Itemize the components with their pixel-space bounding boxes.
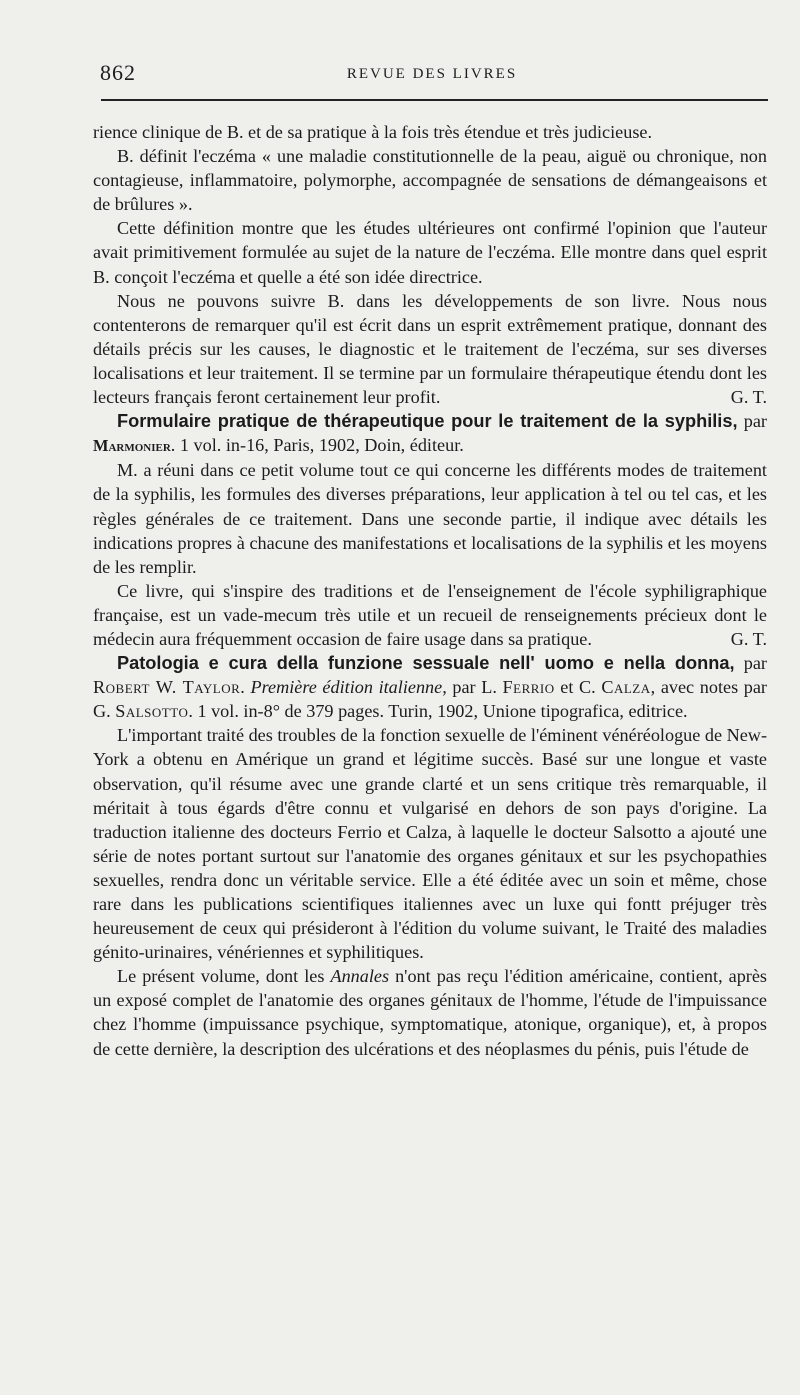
translator: Ferrio — [502, 677, 555, 698]
book-author: Robert W. Taylor — [93, 677, 241, 698]
signature: G. T. — [730, 628, 767, 649]
running-title: REVUE DES LIVRES — [346, 66, 518, 82]
signature: G. T. — [730, 387, 767, 408]
paragraph: Le présent volume, dont les Annales n'ont pas reçu l'édition américaine, contient, après un exposé complet de l'anatomie des organes génitaux de l'homme, l'étude de l'impuissance chez l'homme (impuissance psychique, symptomatique, atonique, organique), et, à propos de cette dernière, la description des ulcérations et des néoplasmes du pénis, puis l'étude de — [93, 966, 768, 1059]
paragraph: rience clinique de B. et de sa pratique à la fois très étendue et très judicieuse. — [93, 122, 653, 142]
paragraph-text: Nous ne pouvons suivre B. dans les développements de son livre. Nous nous contenterons de remarquer qu'il est écrit dans un esprit extrêmement pratique, donnant des détails précis sur les causes, le diagnostic et le traitement de l'eczéma, sur ses diverses localisations et leur traitement. Il se termine par un formulaire thérapeutique étendu dont les lecteurs français feront certainement leur profit. — [93, 290, 767, 408]
translator: Calza — [601, 677, 651, 698]
book-details: . 1 vol. in-16, Paris, 1902, Doin, éditeur. — [170, 435, 464, 456]
paragraph: M. a réuni dans ce petit volume tout ce qui concerne les différents modes de traitement de la syphilis, les formules des diverses préparations, leur application à tel ou tel cas, et les règles générales de ce traitement. Dans une seconde partie, il indique avec détails les indications propres à chacune des manifestations et localisations de la syphilis et les moyens de les remplir. — [93, 460, 767, 577]
review-heading: Patologia e cura della funzione sessuale nell' uomo e nella donna, par Robert W. Taylor. Première édition italienne, par L. Ferrio et C. Calza, avec notes par G. Salsotto. 1 vol. in-8° de 379 pages. Turin, 1902, Unione tipografica, editrice. — [93, 653, 767, 722]
page-body — [93, 120, 767, 1061]
page-number: 862 — [100, 60, 136, 85]
book-details: . 1 vol. in-8° de 379 pages. Turin, 1902, Unione tipografica, editrice. — [188, 701, 688, 722]
page-header — [97, 60, 767, 88]
book-edition: Première édition italienne, — [250, 677, 447, 698]
paragraph — [93, 579, 767, 651]
paragraph: B. définit l'eczéma « une maladie constitutionnelle de la peau, aiguë ou chronique, non contagieuse, inflammatoire, polymorphe, accompagnée de sensations de démangeaisons et de brûlures ». — [93, 146, 767, 215]
annotator: Salsotto — [115, 701, 189, 722]
book-title: Patologia e cura della funzione sessuale nell' uomo e nella donna, — [117, 653, 735, 674]
paragraph: Cette définition montre que les études ultérieures ont confirmé l'opinion que l'auteur avait primitivement formulée au sujet de la nature de l'eczéma. Elle montre dans quel esprit B. conçoit l'eczéma et quelle a été son idée directrice. — [93, 218, 767, 287]
paragraph: L'important traité des troubles de la fonction sexuelle de l'éminent vénéréologue de New-York a obtenu en Amérique un grand et légitime succès. Basé sur une longue et vaste observation, qu'il résume avec une grande clarté et un sens critique très remarquable, il méritait à tous égards d'être connu et vulgarisé en dehors de son pays d'origine. La traduction italienne des docteurs Ferrio et Calza, à laquelle le docteur Salsotto a ajouté une série de notes portant surtout sur l'anatomie des organes génitaux et sur les psychopathies sexuelles, rendra donc un véritable service. Elle a été éditée avec un soin et même, chose rare dans les publications scientifiques italiennes avec un luxe qui fontt préjuger très heureusement de ceux qui présideront à l'édition du volume suivant, le Traité des maladies génito-urinaires, vénériennes et syphilitiques. — [93, 725, 767, 963]
paragraph-text: Ce livre, qui s'inspire des traditions et de l'enseignement de l'école syphiligraphique française, est un vade-mecum très utile et un recueil de renseignements précieux dont le médecin aura fréquemment occasion de faire usage dans sa pratique. — [93, 580, 767, 649]
journal-title: Annales — [330, 966, 390, 987]
book-author: Marmonier — [93, 436, 171, 456]
header-rule — [101, 99, 768, 101]
review-heading: Formulaire pratique de thérapeutique pour le traitement de la syphilis, par Marmonier. 1 vol. in-16, Paris, 1902, Doin, éditeur. — [93, 411, 767, 456]
book-title: Formulaire pratique de thérapeutique pour le traitement de la syphilis, — [117, 411, 738, 432]
paragraph — [93, 289, 767, 409]
